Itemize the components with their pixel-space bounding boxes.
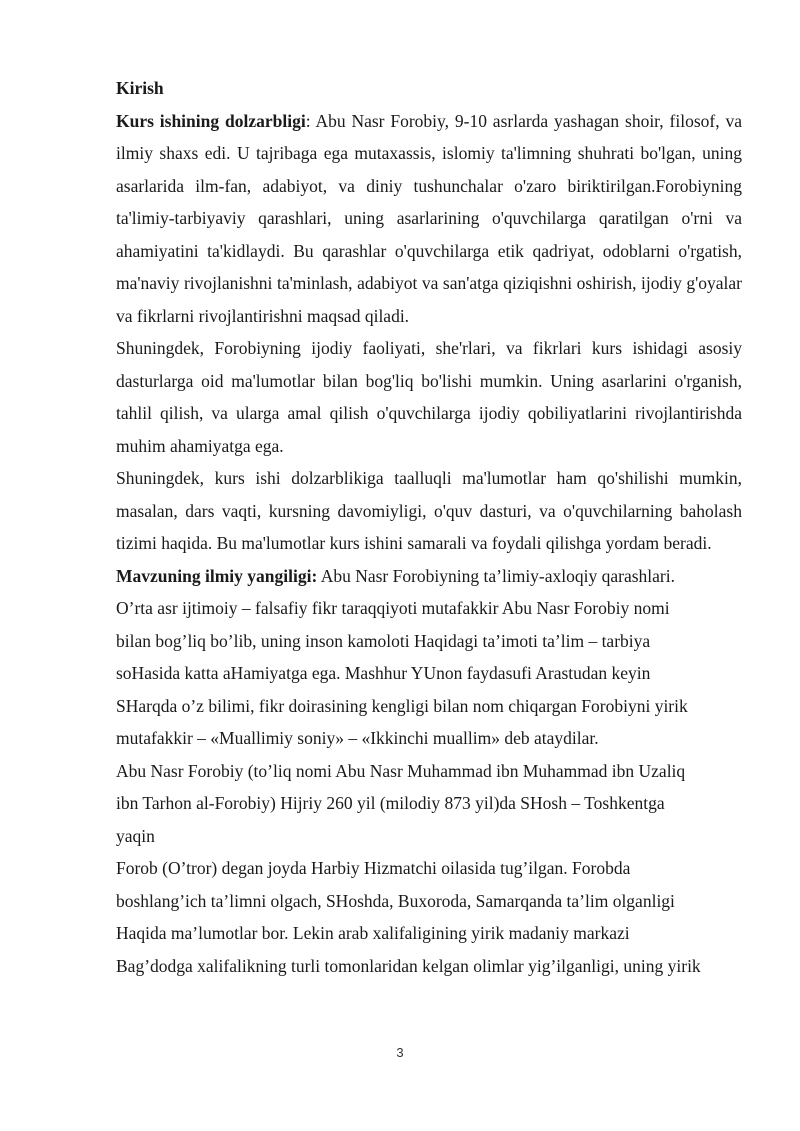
paragraph-biography — [116, 755, 742, 853]
document-page — [116, 72, 742, 982]
paragraph-medieval-thought — [116, 592, 742, 755]
text-line: O’rta asr ijtimoiy – falsafiy fikr taraqqiyoti mutafakkir Abu Nasr Forobiy nomi — [116, 598, 670, 618]
paragraph-birthplace — [116, 852, 742, 982]
text-line: soHasida katta aHamiyatga ega. Mashhur YUnon faydasufi Arastudan keyin — [116, 663, 651, 683]
text-line: ibn Tarhon al-Forobiy) Hijriy 260 yil (milodiy 873 yil)da SHosh – Toshkentga — [116, 793, 665, 813]
page-number: 3 — [396, 1045, 404, 1060]
text-line: boshlang’ich ta’limni olgach, SHoshda, Buxoroda, Samarqanda ta’lim olganligi — [116, 890, 675, 911]
relevance-text: : Abu Nasr Forobiy, 9-10 asrlarda yashagan shoir, filosof, va ilmiy shaxs edi. U tajribaga ega mutaxassis, islomiy ta'limning shuhrati bo'lgan, uning asarlarida ilm-fan, adabiyot, va diniy tushunchalar o'zaro biriktirilgan.Forobiyning ta'limiy-tarbiyaviy qarashlari, uning asarlarining o'quvchilarga qaratilgan o'rni va ahamiyatini ta'kidlaydi. Bu qarashlar o'quvchilarga etik qadriyat, odoblarni o'rgatish, ma'naviy rivojlanishni ta'minlash, adabiyot va san'atga qiziqishni oshirish, ijodiy g'oyalar va fikrlarni rivojlantirishni maqsad qiladi. — [116, 110, 742, 326]
paragraph-relevance — [116, 105, 742, 333]
text-line: Abu Nasr Forobiy (to’liq nomi Abu Nasr Muhammad ibn Muhammad ibn Uzaliq — [116, 760, 686, 781]
text-line: mutafakkir – «Muallimiy soniy» – «Ikkinchi muallim» deb ataydilar. — [116, 728, 599, 748]
novelty-lead: Mavzuning ilmiy yangiligi: — [116, 565, 318, 586]
text-line: Bag’dodga xalifalikning turli tomonlaridan kelgan olimlar yig’ilganligi, uning yirik — [116, 955, 701, 976]
text-line: SHarqda o’z bilimi, fikr doirasining kengligi bilan nom chiqargan Forobiyni yirik — [116, 695, 688, 716]
text-line: Forob (O’tror) degan joyda Harbiy Hizmatchi oilasida tug’ilgan. Forobda — [116, 858, 631, 878]
section-heading: Kirish — [116, 78, 164, 98]
relevance-lead: Kurs ishining dolzarbligi — [116, 110, 306, 131]
paragraph-creative-activity: Shuningdek, Forobiyning ijodiy faoliyati, she'rlari, va fikrlari kurs ishidagi asosiy dasturlarga oid ma'lumotlar bilan bog'liq bo'lishi mumkin. Uning asarlarini o'rganish, tahlil qilish, va ularga amal qilish o'quvchilarga ijodiy qobiliyatlarini rivojlantirishda muhim ahamiyatga ega. — [116, 338, 742, 456]
paragraph-course-info: Shuningdek, kurs ishi dolzarblikiga taalluqli ma'lumotlar ham qo'shilishi mumkin, masalan, dars vaqti, kursning davomiyligi, o'quv dasturi, va o'quvchilarning baholash tizimi haqida. Bu ma'lumotlar kurs ishini samarali va foydali qilishga yordam beradi. — [116, 468, 742, 553]
text-line: bilan bog’liq bo’lib, uning inson kamoloti Haqidagi ta’imoti ta’lim – tarbiya — [116, 630, 651, 651]
paragraph-scientific-novelty — [116, 560, 742, 593]
novelty-text: Abu Nasr Forobiyning ta’limiy-axloqiy qarashlari. — [317, 565, 675, 586]
text-line: yaqin — [116, 825, 155, 846]
text-line: Haqida ma’lumotlar bor. Lekin arab xalifaligining yirik madaniy markazi — [116, 923, 630, 943]
